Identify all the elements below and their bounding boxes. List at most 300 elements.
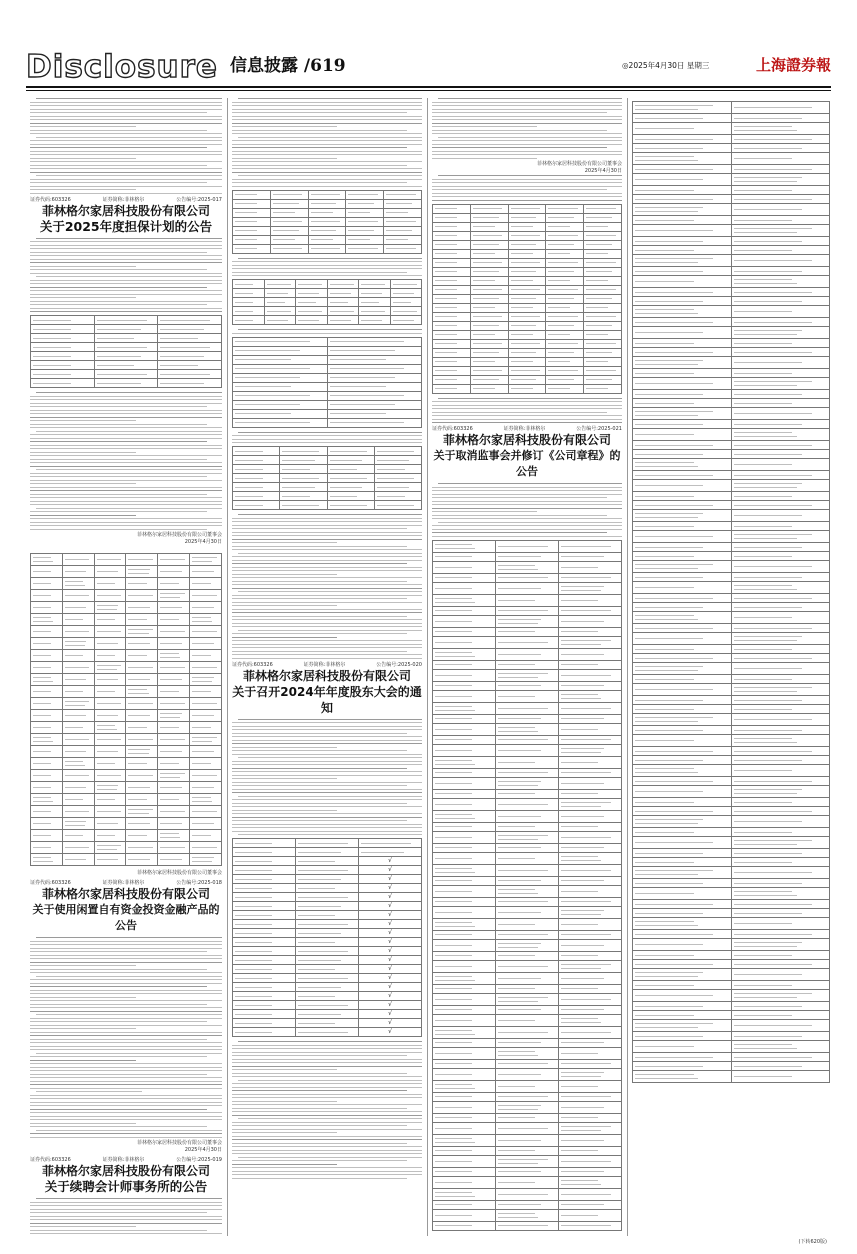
table-row [31, 614, 222, 626]
table-row [633, 348, 830, 357]
table-cell [496, 831, 559, 843]
table-cell [496, 1221, 559, 1230]
table-cell [559, 1080, 622, 1092]
table-cell [94, 674, 126, 686]
text-line [232, 1164, 337, 1165]
table-cell [731, 357, 830, 369]
text-line [30, 969, 207, 970]
table-cell [508, 249, 546, 258]
text-line [30, 161, 222, 162]
text-line [30, 1018, 222, 1019]
table-cell [731, 573, 830, 582]
table-cell [633, 114, 732, 123]
table-row [233, 244, 422, 253]
announcement-company: 菲林格尔家居科技股份有限公司 [41, 887, 210, 901]
table-cell [433, 213, 471, 222]
table-cell [731, 408, 830, 420]
table-cell [559, 897, 622, 906]
announcement-auditor [30, 1157, 222, 1236]
table-cell [731, 552, 830, 561]
table-cell [433, 594, 496, 606]
table-row [233, 965, 422, 974]
table-cell [296, 307, 328, 316]
table-row [233, 983, 422, 992]
table-cell [731, 492, 830, 501]
table-cell [508, 222, 546, 231]
table-cell [126, 614, 158, 626]
table-cell [126, 854, 158, 866]
text-line [30, 168, 222, 169]
table-cell [731, 318, 830, 327]
table-row [633, 930, 830, 939]
table-cell [327, 492, 374, 501]
text-line [30, 252, 207, 253]
text-line [232, 265, 422, 266]
table-row [633, 102, 830, 114]
table-cell [433, 876, 496, 885]
table-row [633, 135, 830, 144]
table-cell [546, 366, 584, 375]
table-cell [633, 216, 732, 225]
table-cell [496, 930, 559, 939]
table-cell [731, 654, 830, 663]
table-cell [731, 888, 830, 900]
table-cell [158, 710, 190, 722]
text-line [232, 577, 422, 578]
text-line [232, 1125, 407, 1126]
table-cell [633, 327, 732, 339]
text-line [30, 116, 222, 117]
sign-date: 2025年4月30日 [184, 539, 222, 545]
table-cell [633, 339, 732, 348]
table-row [633, 237, 830, 246]
table-cell [633, 756, 732, 765]
table-cell [584, 330, 622, 339]
table-cell: √ [359, 911, 422, 920]
table-cell [633, 543, 732, 552]
table-cell [559, 1038, 622, 1047]
text-line [238, 514, 422, 515]
text-line [232, 268, 422, 269]
table-cell [94, 379, 158, 388]
text-line [232, 1178, 407, 1179]
table-cell [470, 213, 508, 222]
table-row [433, 843, 622, 852]
table-cell [433, 204, 471, 213]
table-row [433, 831, 622, 843]
text-line [232, 785, 407, 786]
text-line [30, 248, 222, 249]
text-line [30, 165, 207, 166]
table-cell: √ [359, 974, 422, 983]
table-cell [126, 698, 158, 710]
table-row [633, 726, 830, 735]
table-cell [126, 638, 158, 650]
table-row [233, 280, 422, 289]
table-row [31, 830, 222, 842]
table-cell [296, 902, 359, 911]
table-cell [62, 566, 94, 578]
table-cell [633, 624, 732, 633]
table-cell [731, 705, 830, 714]
table-row [633, 510, 830, 522]
table-cell [584, 267, 622, 276]
table-cell [731, 951, 830, 960]
table-row [31, 722, 222, 734]
table-cell [633, 471, 732, 480]
table-cell [233, 857, 296, 866]
text-line [30, 983, 222, 984]
table-cell [496, 690, 559, 702]
table-cell [433, 1221, 496, 1230]
text-line [232, 605, 337, 606]
table-row [233, 483, 422, 492]
table-cell [731, 786, 830, 798]
text-line [432, 419, 622, 420]
text-line [232, 782, 422, 783]
text-line [232, 775, 422, 776]
text-line [232, 647, 422, 648]
table-cell [31, 686, 63, 698]
table-row [433, 267, 622, 276]
table-cell [496, 810, 559, 822]
table-cell [433, 756, 496, 768]
table-row [233, 298, 422, 307]
table-cell [433, 249, 471, 258]
table-row [633, 369, 830, 378]
table-cell [158, 842, 190, 854]
table-cell [496, 1188, 559, 1200]
table-cell [296, 974, 359, 983]
column-1 [30, 98, 222, 1236]
table-cell [496, 1068, 559, 1080]
table-cell [546, 285, 584, 294]
text-line [30, 1133, 222, 1134]
table-cell [296, 857, 359, 866]
text-block [30, 1198, 222, 1236]
column-divider [227, 98, 228, 1236]
text-line [432, 494, 622, 495]
text-line [30, 1116, 222, 1117]
table-cell [559, 876, 622, 885]
text-line [30, 466, 222, 467]
table-cell [731, 327, 830, 339]
text-line [36, 238, 222, 239]
table-cell [731, 531, 830, 543]
table-cell [496, 552, 559, 561]
text-line [232, 119, 422, 120]
table-row [433, 627, 622, 636]
text-line [232, 1059, 422, 1060]
table-cell [62, 638, 94, 650]
table-cell [731, 879, 830, 888]
table-cell [296, 839, 359, 848]
table-row [633, 594, 830, 603]
table-cell [94, 334, 158, 343]
table-row [433, 321, 622, 330]
table-cell [633, 705, 732, 714]
table-cell [633, 837, 732, 849]
table-cell [633, 102, 732, 114]
table-cell [633, 531, 732, 543]
table-row [433, 960, 622, 972]
table-row [233, 346, 422, 355]
table-cell: √ [359, 938, 422, 947]
table-cell [190, 710, 222, 722]
table-cell [633, 900, 732, 909]
table-cell [158, 782, 190, 794]
table-cell [633, 246, 732, 255]
table-cell [633, 459, 732, 471]
text-line [232, 172, 422, 173]
table-cell [433, 939, 496, 951]
table-row [233, 400, 422, 409]
table-row [433, 660, 622, 669]
table-cell [433, 303, 471, 312]
table-cell [633, 501, 732, 510]
table-cell [633, 786, 732, 798]
text-line [232, 1104, 422, 1105]
table-row [31, 370, 222, 379]
text-line [30, 497, 222, 498]
table-cell [731, 102, 830, 114]
table-row [433, 864, 622, 876]
table-cell [496, 606, 559, 615]
table-cell [496, 615, 559, 627]
announcement-company: 菲林格尔家居科技股份有限公司 [41, 203, 210, 218]
table-row [433, 1080, 622, 1092]
table-cell [559, 660, 622, 669]
text-line [432, 497, 607, 498]
table-cell [559, 561, 622, 573]
text-line [432, 105, 622, 106]
table-cell [190, 566, 222, 578]
table-cell [233, 235, 271, 244]
table-row [633, 603, 830, 612]
table-row [433, 582, 622, 594]
table-cell [433, 984, 496, 993]
text-line [232, 817, 422, 818]
table-cell [470, 276, 508, 285]
table-row [233, 501, 422, 510]
text-line [30, 462, 222, 463]
table-row [633, 429, 830, 441]
announcement-title: 关于2025年度担保计划的公告 [39, 218, 213, 234]
table-row [633, 306, 830, 318]
table-cell [296, 1019, 359, 1028]
text-line [30, 189, 136, 190]
table-cell [270, 217, 308, 226]
table-cell [327, 364, 422, 373]
table-cell [296, 956, 359, 965]
table-cell [559, 1221, 622, 1230]
table-cell [559, 594, 622, 606]
text-line [30, 1021, 207, 1022]
text-line [232, 116, 422, 117]
table-cell [731, 645, 830, 654]
table-cell [559, 768, 622, 777]
table-cell [433, 831, 496, 843]
table-cell [731, 1071, 830, 1083]
text-line [30, 1209, 222, 1210]
table-row [433, 723, 622, 735]
table-cell [559, 714, 622, 723]
table-cell [546, 222, 584, 231]
table-cell [633, 684, 732, 696]
charter-comparison-table [432, 540, 622, 1231]
table-cell [508, 285, 546, 294]
table-cell [633, 798, 732, 807]
text-line [30, 1032, 222, 1033]
table-cell [633, 123, 732, 135]
table-cell [559, 681, 622, 690]
table-row [633, 255, 830, 267]
text-line [30, 997, 136, 998]
table-cell [633, 765, 732, 777]
table-cell [508, 204, 546, 213]
table-row [633, 645, 830, 654]
table-cell [327, 501, 374, 510]
table-cell [633, 153, 732, 165]
text-line [438, 522, 622, 523]
table-row [633, 633, 830, 645]
table-cell [731, 471, 830, 480]
table-cell [470, 321, 508, 330]
text-line [30, 119, 222, 120]
text-line [36, 1198, 222, 1199]
text-line [36, 1091, 142, 1092]
table-cell [731, 714, 830, 726]
table-cell [280, 492, 327, 501]
table-cell [731, 390, 830, 399]
table-cell [633, 849, 732, 858]
table-cell [731, 777, 830, 786]
table-cell [584, 276, 622, 285]
table-cell [559, 552, 622, 561]
table-cell [731, 807, 830, 816]
table-row [633, 216, 830, 225]
table-cell [233, 364, 328, 373]
table-cell [233, 866, 296, 875]
table-cell [296, 893, 359, 902]
table-cell [280, 483, 327, 492]
text-line [30, 452, 136, 453]
table-cell [233, 226, 271, 235]
table-row [633, 807, 830, 816]
table-cell [731, 480, 830, 492]
table-cell [433, 951, 496, 960]
table-cell [633, 714, 732, 726]
text-line [30, 1025, 222, 1026]
table-cell [158, 638, 190, 650]
text-line [30, 304, 207, 305]
table-cell [126, 650, 158, 662]
text-line [232, 609, 422, 610]
table-cell [190, 614, 222, 626]
table-row [633, 858, 830, 867]
table-row [31, 746, 222, 758]
text-line [232, 1115, 422, 1116]
column-3 [432, 98, 622, 1236]
table-cell [158, 614, 190, 626]
text-line [232, 154, 422, 155]
table-cell [158, 662, 190, 674]
table-cell [31, 662, 63, 674]
table-cell [31, 650, 63, 662]
table-cell [559, 1059, 622, 1068]
table-cell [496, 1101, 559, 1113]
table-cell [546, 384, 584, 393]
table-cell [233, 1010, 296, 1019]
text-line [30, 965, 136, 966]
table-cell [508, 303, 546, 312]
table-cell [559, 723, 622, 735]
signature: 菲林格尔家居科技股份有限公司董事会 [136, 1140, 222, 1146]
table-cell [433, 285, 471, 294]
text-line [232, 792, 422, 793]
text-line [232, 651, 407, 652]
table-cell [31, 343, 95, 352]
table-cell [158, 626, 190, 638]
table-row [233, 456, 422, 465]
table-cell [190, 770, 222, 782]
table-cell [559, 810, 622, 822]
table-cell [158, 602, 190, 614]
text-line [30, 476, 207, 477]
table-cell [496, 1080, 559, 1092]
table-cell [433, 1005, 496, 1014]
table-cell [280, 465, 327, 474]
text-line [432, 133, 622, 134]
text-block [232, 329, 422, 334]
table-cell [190, 578, 222, 590]
text-block [432, 175, 622, 201]
table-cell [546, 321, 584, 330]
table-cell [346, 226, 384, 235]
table-cell [559, 993, 622, 1005]
table-row [233, 974, 422, 983]
text-line [232, 640, 422, 641]
table-cell [126, 746, 158, 758]
table-row [233, 447, 422, 456]
text-line [232, 806, 422, 807]
text-block [30, 238, 222, 313]
text-line [232, 803, 407, 804]
text-line [232, 764, 422, 765]
table-cell [433, 1134, 496, 1146]
table-cell [496, 843, 559, 852]
table-cell: √ [359, 929, 422, 938]
table-row [633, 624, 830, 633]
table-cell [496, 1209, 559, 1221]
text-line [30, 245, 222, 246]
table-cell [633, 552, 732, 561]
table-cell [731, 816, 830, 828]
table-cell [190, 638, 222, 650]
table-cell [390, 316, 422, 325]
table-cell [559, 1068, 622, 1080]
table-cell [359, 307, 391, 316]
text-line [30, 515, 136, 516]
table-row [433, 561, 622, 573]
text-line [432, 422, 622, 423]
table-row [433, 366, 622, 375]
table-cell [94, 554, 126, 566]
text-line [232, 602, 422, 603]
table-cell [433, 930, 496, 939]
table-cell [158, 770, 190, 782]
text-line [238, 757, 422, 758]
